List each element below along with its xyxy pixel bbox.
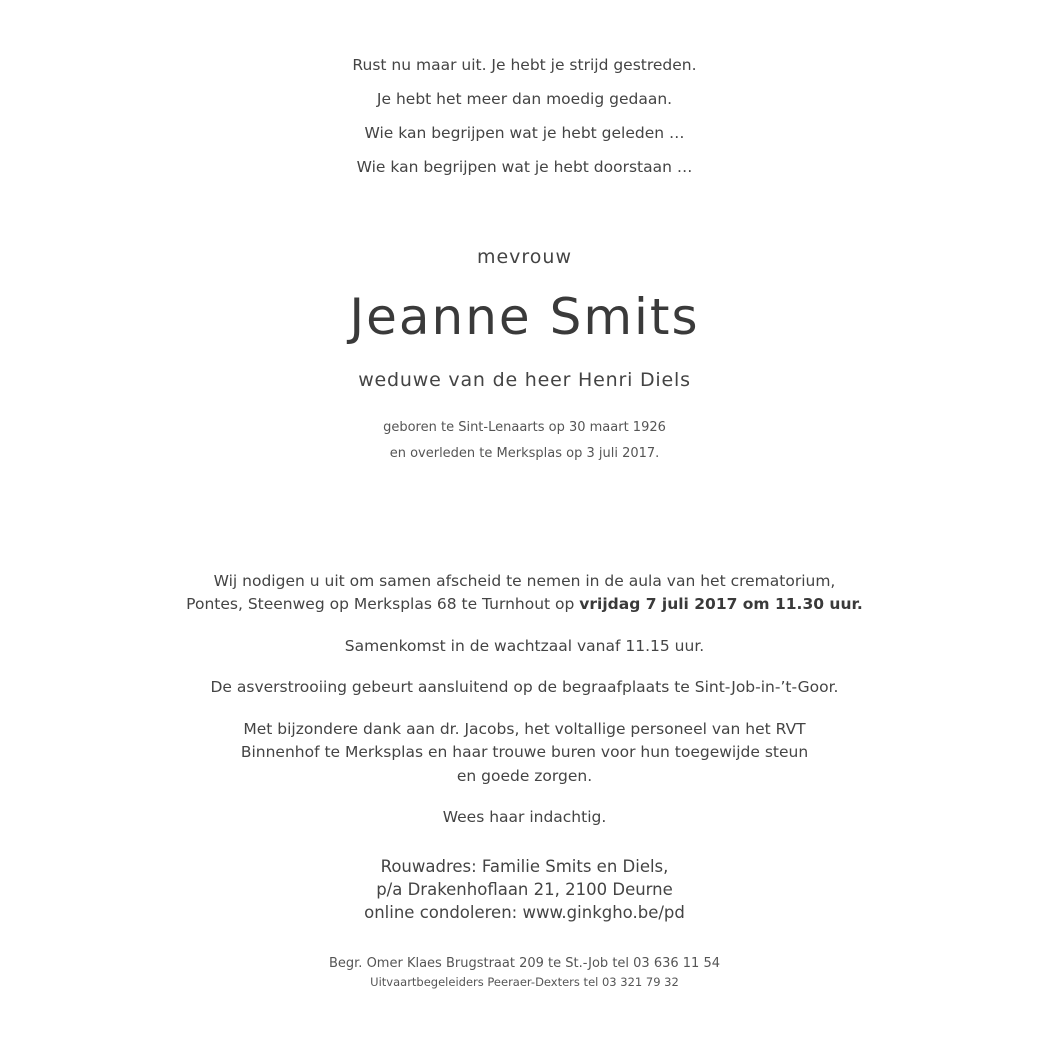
address-line-1: Rouwadres: Familie Smits en Diels,	[380, 857, 669, 876]
birth-line: geboren te Sint-Lenaarts op 30 maart 1926	[383, 420, 666, 435]
remember-line: Wees haar indachtig.	[442, 808, 607, 826]
widow-of: weduwe van de heer Henri Diels	[358, 369, 691, 391]
invitation-line-1: Wij nodigen u uit om samen afscheid te nemen in de aula van het crematorium,	[213, 572, 836, 590]
invitation-location: Pontes, Steenweg op Merksplas 68 te Turnhout op	[186, 595, 580, 613]
condolence-link[interactable]: online condoleren: www.ginkgho.be/pd	[364, 903, 685, 922]
poem-line-3: Wie kan begrijpen wat je hebt geleden …	[364, 124, 685, 142]
deceased-name: Jeanne Smits	[349, 288, 700, 346]
ceremony-datetime: vrijdag 7 juli 2017 om 11.30 uur.	[579, 595, 863, 613]
title-prefix: mevrouw	[476, 246, 573, 268]
gathering-line: Samenkomst in de wachtzaal vanaf 11.15 uur.	[344, 637, 705, 655]
companions-line: Uitvaartbegeleiders Peeraer-Dexters tel 03 321 79 32	[370, 975, 679, 989]
death-line: en overleden te Merksplas op 3 juli 2017.	[389, 446, 660, 461]
undertaker-line: Begr. Omer Klaes Brugstraat 209 te St.-Job tel 03 636 11 54	[328, 956, 720, 971]
thanks-line-1: Met bijzondere dank aan dr. Jacobs, het voltallige personeel van het RVT	[243, 720, 806, 738]
invitation-line-2	[0, 595, 1049, 613]
scattering-line: De asverstrooiing gebeurt aansluitend op de begraafplaats te Sint-Job-in-’t-Goor.	[210, 678, 839, 696]
address-line-2: p/a Drakenhoflaan 21, 2100 Deurne	[376, 880, 673, 899]
poem-line-1: Rust nu maar uit. Je hebt je strijd gestreden.	[352, 56, 697, 74]
thanks-line-2: Binnenhof te Merksplas en haar trouwe buren voor hun toegewijde steun	[240, 743, 809, 761]
thanks-line-3: en goede zorgen.	[456, 767, 593, 785]
poem-line-2: Je hebt het meer dan moedig gedaan.	[376, 90, 673, 108]
poem-line-4: Wie kan begrijpen wat je hebt doorstaan …	[356, 158, 693, 176]
